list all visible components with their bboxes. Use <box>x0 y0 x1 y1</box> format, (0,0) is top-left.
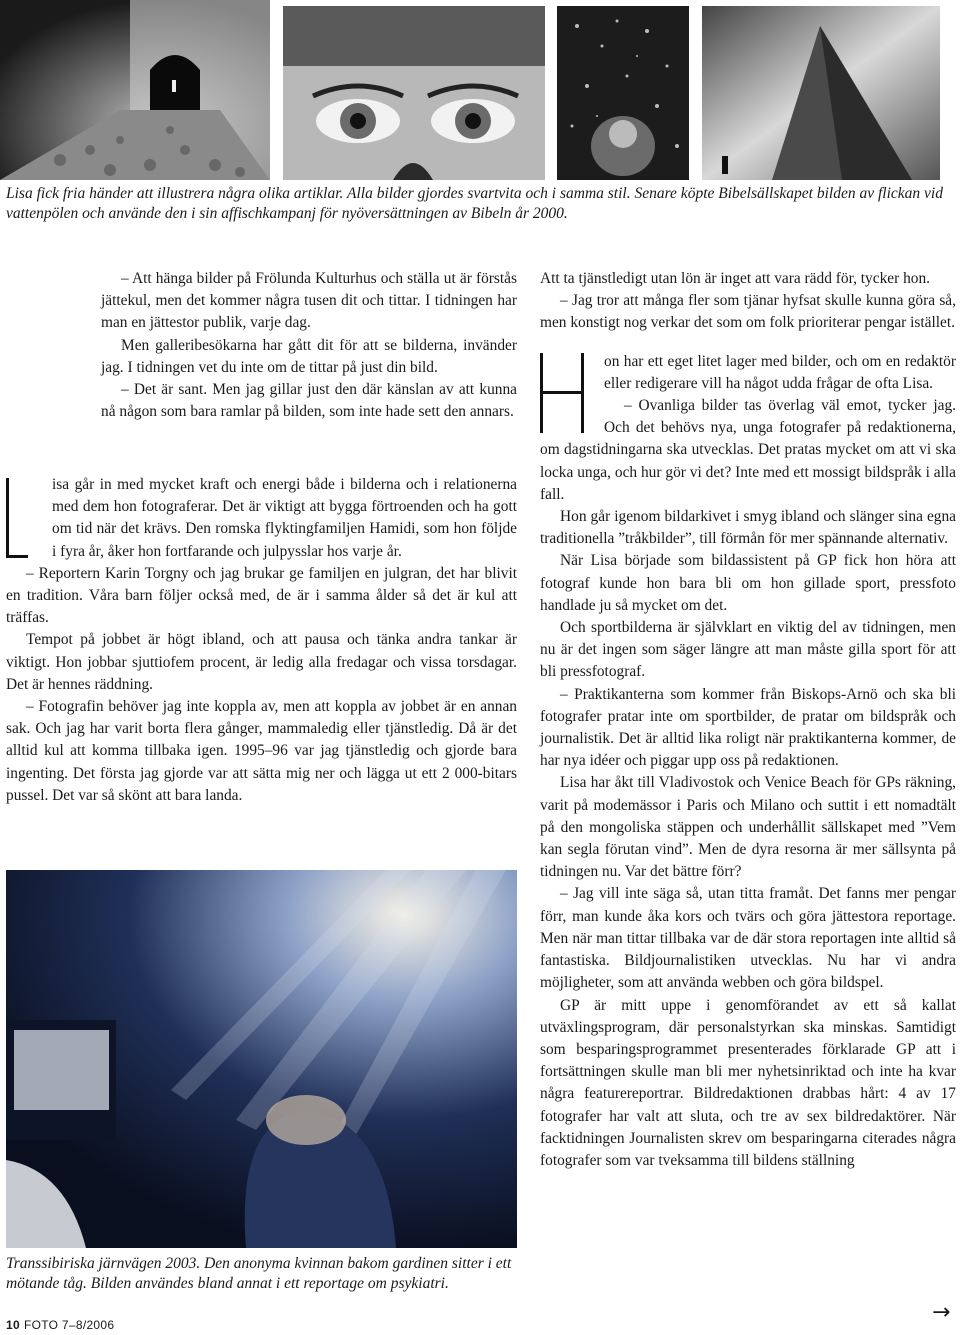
paragraph: Och sportbilderna är självklart en viktig del av tidningen, men nu är det ingen som säger längre att man måste gilla sport för att bli pressfotograf. <box>540 619 956 681</box>
paragraph: isa går in med mycket kraft och energi både i bilderna och i relationerna med dem hon fotograferar. Det är viktigt att bygga förtroenden och ha gott om tid när det krävs. Den romska flyktingfamiljen Hamidi, som hon följde i fyra år, åker hon fortfarande och julpysslar hos varje år. <box>52 476 517 560</box>
paragraph: – Att hänga bilder på Frölunda Kulturhus och ställa ut är förstås jättekul, men det kommer några tusen dit och tittar. I tidningen har man en jättestor publik, varje dag. <box>101 270 517 332</box>
paragraph: – Jag vill inte säga så, utan titta framåt. Det fanns mer pengar förr, man kunde åka kors och tvärs och göra jättestora reportage. Men när man tittar tillbaka var de där stora reportagen inte alltid så fantastiska. Bildjournalistiken utvecklas. Nu har vi andra möjligheter, som att använda webben och göra bildspel. <box>540 885 956 992</box>
bottom-photo-caption: Transsibiriska järnvägen 2003. Den anonyma kvinnan bakom gardinen sitter i ett mötande tåg. Bilden användes bland annat i ett reportage om psykiatri. <box>6 1255 512 1292</box>
dropcap-paragraph <box>540 351 956 395</box>
paragraph: Tempot på jobbet är högt ibland, och att pausa och tänka andra tankar är viktigt. Hon jobbar sjuttiofem procent, är ledig alla fredagar och vissa torsdagar. Det är hennes räddning. <box>6 631 517 693</box>
dropcap-letter-l <box>6 478 28 558</box>
dropcap-letter-h <box>540 353 584 433</box>
photo-water-puddle <box>557 6 689 180</box>
column-b <box>6 474 517 807</box>
column-a <box>101 268 517 423</box>
photo-train-window-woman <box>6 870 517 1248</box>
paragraph: – Jag tror att många fler som tjänar hyfsat skulle kunna göra så, men konstigt nog verkar det som om folk prioriterar pengar istället. <box>540 292 956 332</box>
photo-girl-eyes <box>283 6 545 180</box>
photo-tower-sky <box>702 6 940 180</box>
paragraph: Lisa har åkt till Vladivostok och Venice Beach för GPs räkning, varit på modemässor i Paris och Milano och suttit i ett nomadtält på den mongoliska stäppen och underhållit sällskapet med ”Vem kan segla förutan vind”. Men de dyra resorna är mer sällsynta på tidningen nu. Var det bättre förr? <box>540 774 956 881</box>
paragraph: on har ett eget litet lager med bilder, och om en redaktör eller redigerare vill ha något udda frågar de ofta Lisa. <box>604 352 956 392</box>
magazine-issue: FOTO 7–8/2006 <box>23 1318 115 1332</box>
paragraph: När Lisa började som bildassistent på GP fick hon höra att fotograf kunde hon bara bli om hon gillade sport, pressfoto handlade ju så mycket om det. <box>540 552 956 614</box>
photo-cobblestone-alley <box>0 0 270 180</box>
top-photo-caption: Lisa fick fria händer att illustrera några olika artiklar. Alla bilder gjordes svartvita och i samma stil. Senare köpte Bibelsällskapet bilden av flickan vid vattenpölen och använde den i sin affischkampanj för nyöversättningen av Bibeln år 2000. <box>6 185 943 222</box>
page-footer <box>6 1318 114 1332</box>
paragraph: – Ovanliga bilder tas överlag väl emot, tycker jag. Och det behövs nya, unga fotografer på redaktionerna, om dagstidningarna ska utvecklas. Det pratas mycket om att vi ska locka unga, och hur gör vi det? Inte med ett mossigt bildspråk i alla fall. <box>540 397 956 503</box>
paragraph: Men galleribesökarna har gått dit för att se bilderna, invänder jag. I tidningen vet du inte om de tittar på just din bild. <box>101 336 517 376</box>
paragraph: GP är mitt uppe i genomförandet av ett så kallat utväxlingsprogram, där personalstyrkan ska minskas. Samtidigt som besparingsprogrammet presenterades förklarade GP att i fortsättningen skulle man bli mer nyhetsinriktad och inte ha kvar några featurereportrar. Bildredaktionen drabbas hårt: 4 av 17 fotografer har valt att sluta, och tre av sex bildredaktörer. När facktidningen Journalisten skrev om besparingarna citerades några fotografer som var tveksamma till bildens ställning <box>540 996 956 1169</box>
paragraph: Hon går igenom bildarkivet i smyg ibland och slänger sina egna traditionella ”tråkbilder”, till förmån för mer spännande alternativ. <box>540 508 956 548</box>
paragraph: – Praktikanterna som kommer från Biskops-Arnö och ska bli fotografer pratar inte om sportbilder, de pratar om bildspråk och journalistik. Det är alltid lika roligt när praktikanterna kommer, de har nya idéer och piggar upp oss på redaktionen. <box>540 685 956 770</box>
page-number: 10 <box>6 1318 20 1332</box>
paragraph: Att ta tjänstledigt utan lön är inget att vara rädd för, tycker hon. <box>540 270 931 287</box>
dropcap-paragraph <box>6 474 517 563</box>
paragraph: – Fotografin behöver jag inte koppla av, men att koppla av jobbet är en annan sak. Och jag har varit borta flera gånger, mammaledig eller tjänstledig. Då är det alltid kul att komma tillbaka igen. 1995–96 var jag tjänstledig och gjorde bara ingenting. Det första jag gjorde var att sätta mig ner och lägga ut ett 2 000-bitars pussel. Det var så skönt att bara landa. <box>6 698 517 804</box>
column-c <box>540 268 956 1172</box>
paragraph: – Det är sant. Men jag gillar just den där känslan av att kunna nå någon som bara ramlar på bilden, som inte hade sett den annars. <box>101 381 517 421</box>
continue-arrow-icon: → <box>932 1300 951 1325</box>
paragraph: – Reportern Karin Torgny och jag brukar ge familjen en julgran, det har blivit en tradition. Våra barn följer också med, de är i samma ålder så det är kul att träffas. <box>6 564 517 627</box>
